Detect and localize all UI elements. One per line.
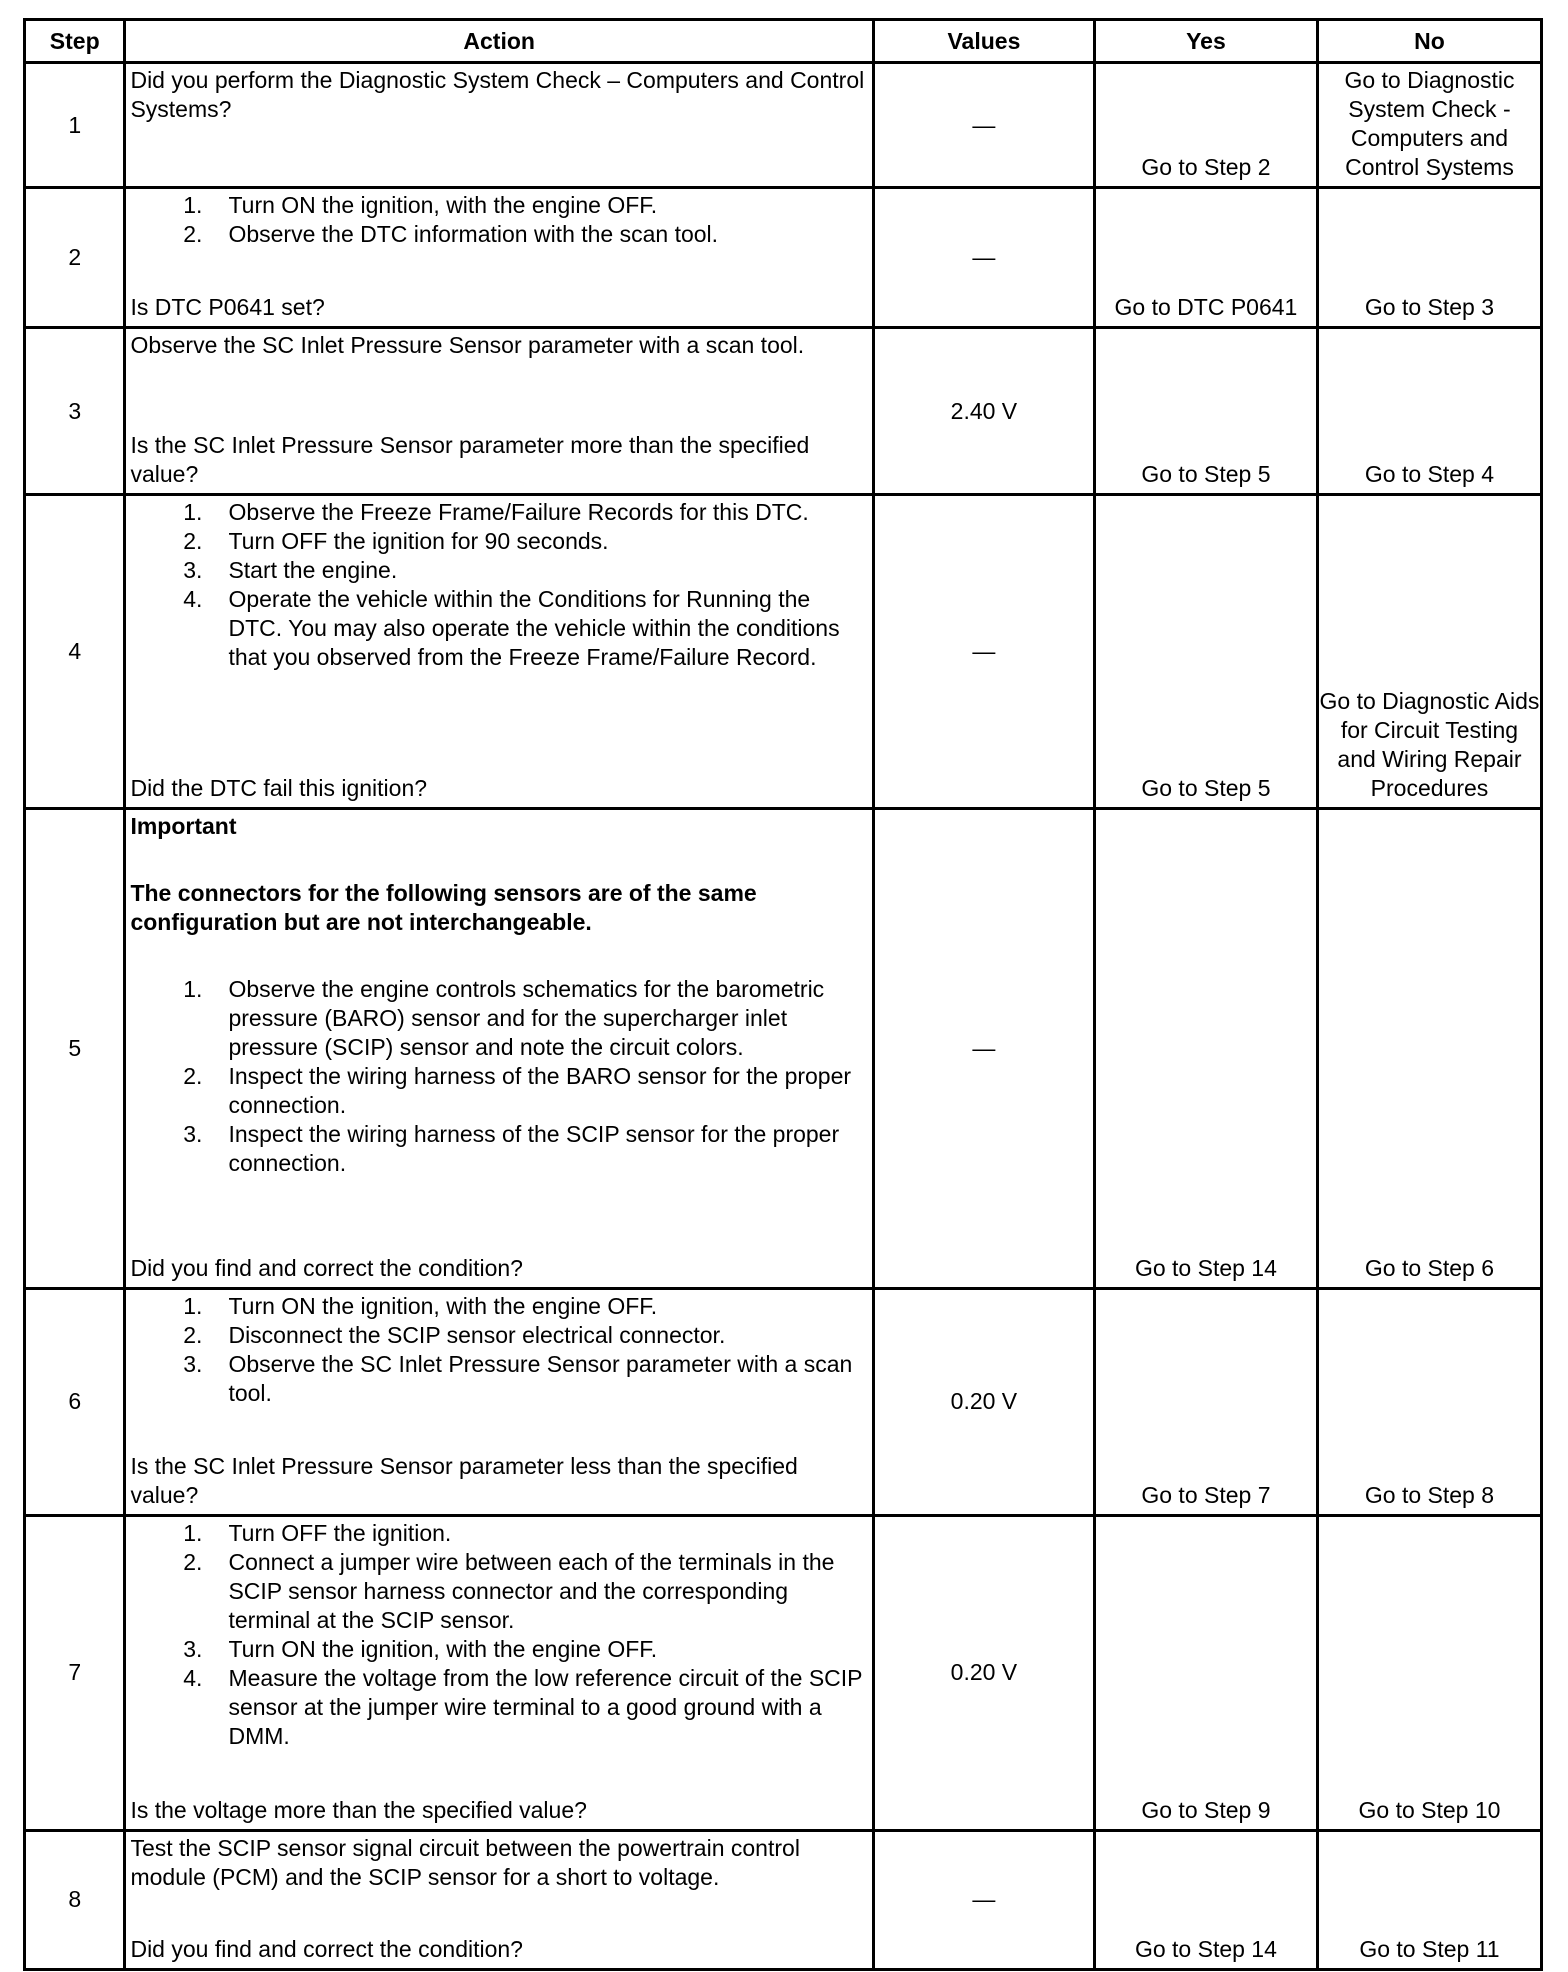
action-cell: [125, 188, 873, 327]
no-cell: Go to Diagnostic Aids for Circuit Testing and Wiring Repair Procedures: [1317, 495, 1541, 809]
action-text: Observe the SC Inlet Pressure Sensor parameter with a scan tool.: [130, 331, 805, 358]
no-cell: Go to Diagnostic System Check - Computers and Control Systems: [1317, 63, 1541, 188]
no-cell: Go to Step 10: [1317, 1515, 1541, 1830]
table-row-step-4: [25, 495, 1542, 809]
list-item: 4. Measure the voltage from the low reference circuit of the SCIP sensor at the jumper wire terminal to a good ground with a DMM.: [183, 1664, 863, 1749]
table-row-step-3: [25, 327, 1542, 495]
list-item: 2. Turn OFF the ignition for 90 seconds.: [183, 528, 609, 555]
step-number: 7: [25, 1515, 125, 1830]
step-number: 5: [25, 809, 125, 1289]
value-cell: 0.20 V: [873, 1515, 1094, 1830]
action-cell: [125, 327, 873, 495]
value-cell: —: [873, 63, 1094, 188]
table-row-step-1: [25, 63, 1542, 188]
no-cell: Go to Step 8: [1317, 1288, 1541, 1515]
table-row-step-5: [25, 809, 1542, 1289]
action-cell: [125, 63, 873, 188]
value-cell: —: [873, 495, 1094, 809]
step-number: 3: [25, 327, 125, 495]
list-item: 1. Turn OFF the ignition.: [183, 1519, 452, 1546]
no-cell: Go to Step 6: [1317, 809, 1541, 1289]
action-question: Is the voltage more than the specified value?: [130, 1796, 587, 1823]
action-list: [130, 498, 867, 672]
list-item: 1. Turn ON the ignition, with the engine OFF.: [183, 192, 658, 219]
diagnostic-table-sheet: [23, 18, 1543, 1971]
no-cell: Go to Step 11: [1317, 1830, 1541, 1969]
header-yes: Yes: [1094, 20, 1317, 63]
table-row-step-8: [25, 1830, 1542, 1969]
header-action: Action: [125, 20, 873, 63]
action-cell: [125, 495, 873, 809]
important-note: The connectors for the following sensors are of the same configuration but are not interchangeable.: [130, 880, 757, 936]
value-cell: —: [873, 188, 1094, 327]
step-number: 6: [25, 1288, 125, 1515]
yes-cell: Go to Step 7: [1094, 1288, 1317, 1515]
step-number: 4: [25, 495, 125, 809]
yes-cell: Go to Step 14: [1094, 809, 1317, 1289]
list-item: 2. Connect a jumper wire between each of the terminals in the SCIP sensor harness connector and the corresponding terminal at the SCIP sensor.: [183, 1548, 835, 1633]
action-question: Did you find and correct the condition?: [130, 1936, 523, 1962]
important-label: Important: [130, 813, 237, 840]
action-question: Is the SC Inlet Pressure Sensor parameter less than the specified value?: [130, 1452, 798, 1508]
table-row-step-6: [25, 1288, 1542, 1515]
yes-cell: Go to Step 2: [1094, 63, 1317, 188]
header-row: [25, 20, 1542, 63]
action-question: Did the DTC fail this ignition?: [130, 775, 428, 802]
table-row-step-2: [25, 188, 1542, 327]
header-values: Values: [873, 20, 1094, 63]
list-item: 2. Inspect the wiring harness of the BARO sensor for the proper connection.: [183, 1063, 852, 1119]
header-step: Step: [25, 20, 125, 63]
action-list: [130, 975, 867, 1178]
action-cell: [125, 1515, 873, 1830]
yes-cell: Go to Step 9: [1094, 1515, 1317, 1830]
action-cell: [125, 1830, 873, 1969]
list-item: 4. Operate the vehicle within the Conditions for Running the DTC. You may also operate the vehicle within the conditions that you observed from the Freeze Frame/Failure Record.: [183, 586, 840, 671]
list-item: 3. Inspect the wiring harness of the SCIP sensor for the proper connection.: [183, 1121, 840, 1177]
list-item: 2. Disconnect the SCIP sensor electrical connector.: [183, 1321, 726, 1348]
action-cell: [125, 1288, 873, 1515]
yes-cell: Go to Step 14: [1094, 1830, 1317, 1969]
value-cell: —: [873, 1830, 1094, 1969]
list-item: 3. Turn ON the ignition, with the engine OFF.: [183, 1635, 658, 1662]
step-number: 8: [25, 1830, 125, 1969]
value-cell: 2.40 V: [873, 327, 1094, 495]
list-item: 2. Observe the DTC information with the scan tool.: [183, 221, 719, 248]
no-cell: Go to Step 4: [1317, 327, 1541, 495]
action-list: [130, 191, 867, 249]
action-list: [130, 1292, 867, 1408]
yes-cell: Go to Step 5: [1094, 495, 1317, 809]
value-cell: 0.20 V: [873, 1288, 1094, 1515]
table-row-step-7: [25, 1515, 1542, 1830]
yes-cell: Go to DTC P0641: [1094, 188, 1317, 327]
action-text: Test the SCIP sensor signal circuit between the powertrain control module (PCM) and the SCIP sensor for a short to voltage.: [130, 1834, 800, 1890]
action-text: Did you perform the Diagnostic System Check – Computers and Control Systems?: [130, 67, 865, 122]
action-cell: [125, 809, 873, 1289]
list-item: 1. Turn ON the ignition, with the engine OFF.: [183, 1292, 658, 1319]
action-question: Is DTC P0641 set?: [130, 293, 325, 320]
diagnostic-table: [23, 18, 1543, 1971]
no-cell: Go to Step 3: [1317, 188, 1541, 327]
step-number: 2: [25, 188, 125, 327]
header-no: No: [1317, 20, 1541, 63]
action-question: Is the SC Inlet Pressure Sensor parameter more than the specified value?: [130, 432, 810, 488]
value-cell: —: [873, 809, 1094, 1289]
list-item: 1. Observe the Freeze Frame/Failure Records for this DTC.: [183, 499, 809, 526]
action-list: [130, 1519, 867, 1751]
list-item: 1. Observe the engine controls schematics for the barometric pressure (BARO) sensor and for the supercharger inlet pressure (SCIP) sensor and note the circuit colors.: [183, 976, 825, 1061]
list-item: 3. Start the engine.: [183, 557, 398, 584]
yes-cell: Go to Step 5: [1094, 327, 1317, 495]
list-item: 3. Observe the SC Inlet Pressure Sensor parameter with a scan tool.: [183, 1350, 853, 1406]
step-number: 1: [25, 63, 125, 188]
action-question: Did you find and correct the condition?: [130, 1254, 523, 1281]
